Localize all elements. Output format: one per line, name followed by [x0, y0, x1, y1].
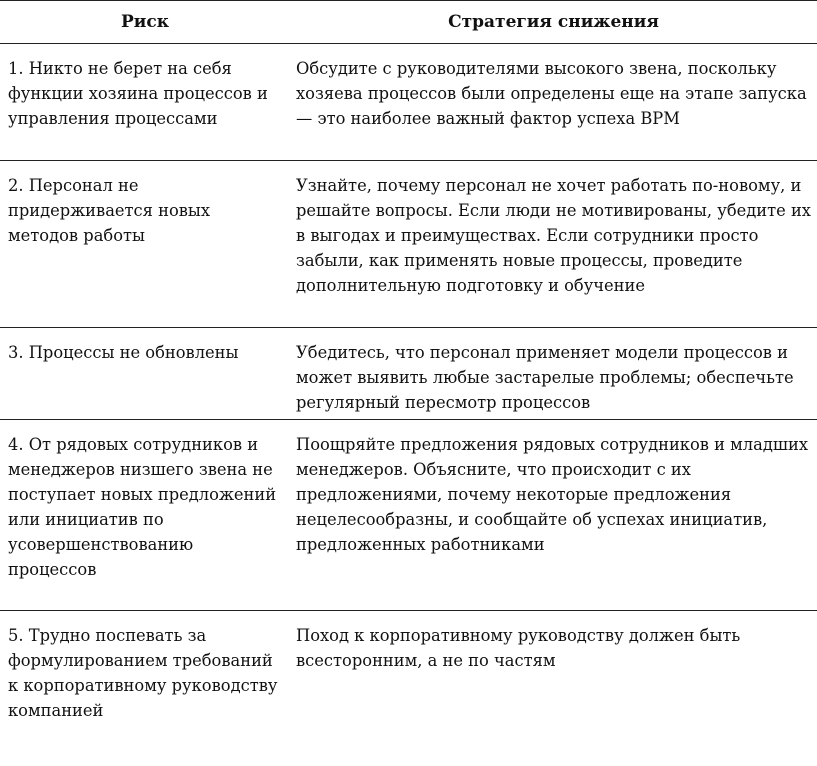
strategy-cell: Поощряйте предложения рядовых сотрудников и младших менеджеров. Объясните, что происходит с их предложениями, почему некоторые предложения нецелесообразны, и сообщайте об успехах инициатив, предложенных работниками — [296, 435, 809, 554]
header-strategy: Стратегия снижения — [448, 12, 659, 32]
table-row — [0, 420, 817, 611]
table-row — [0, 161, 817, 328]
strategy-cell: Поход к корпоративному руководству должен быть всесторонним, а не по частям — [296, 626, 741, 670]
risk-cell: 3. Процессы не обновлены — [8, 343, 239, 362]
risk-cell: 4. От рядовых сотрудников и менеджеров низшего звена не поступает новых предложений или инициатив по усовершенствованию процессов — [8, 435, 277, 579]
strategy-cell: Убедитесь, что персонал применяет модели процессов и может выявить любые застарелые проблемы; обеспечьте регулярный пересмотр процессов — [296, 343, 794, 412]
risk-cell: 5. Трудно поспевать за формулированием требований к корпоративному руководству компанией — [8, 626, 278, 720]
table-header — [0, 0, 817, 44]
table-row — [0, 328, 817, 420]
risk-cell: 2. Персонал не придерживается новых методов работы — [8, 176, 211, 245]
strategy-cell: Узнайте, почему персонал не хочет работать по-новому, и решайте вопросы. Если люди не мотивированы, убедите их в выгодах и преимуществах. Если сотрудники просто забыли, как применять новые процессы, проведите дополнительную подготовку и обучение — [296, 176, 811, 295]
table-row — [0, 44, 817, 161]
risk-cell: 1. Никто не берет на себя функции хозяина процессов и управления процессами — [8, 59, 268, 128]
strategy-cell: Обсудите с руководителями высокого звена, поскольку хозяева процессов были определены еще на этапе запуска — это наиболее важный фактор успеха BPM — [296, 59, 807, 128]
header-risk: Риск — [120, 12, 170, 32]
table-row — [0, 611, 817, 766]
